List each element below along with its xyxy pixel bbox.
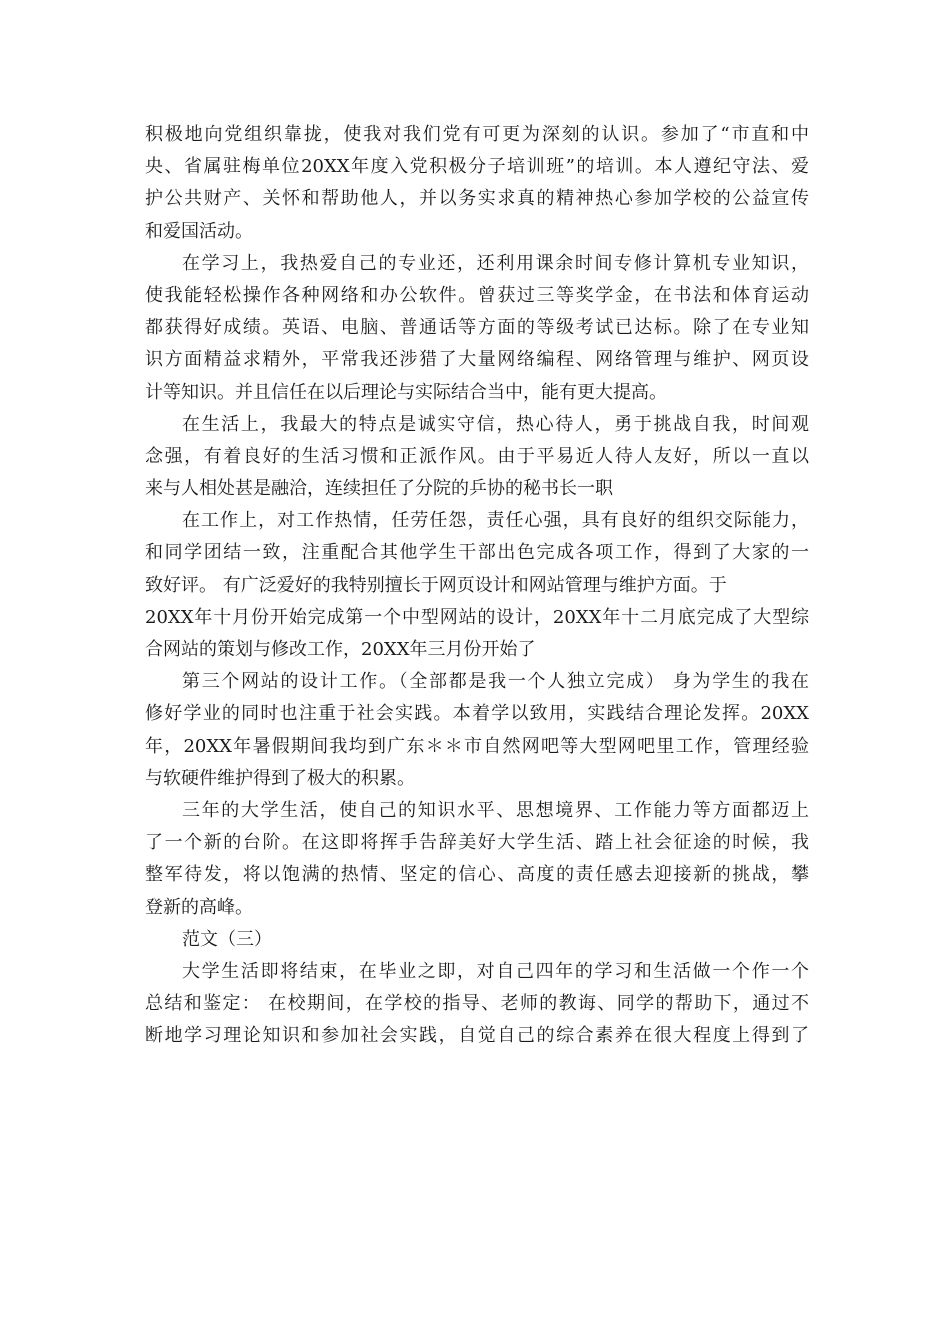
document-body — [145, 119, 809, 1052]
text-line: 三年的大学生活，使自己的知识水平、思想境界、工作能力等方面都迈上 — [182, 799, 809, 821]
text-line: 来与人相处甚是融洽，连续担任了分院的乒协的秘书长一职 — [145, 478, 613, 500]
text-line: 在学习上，我热爱自己的专业还，还利用课余时间专修计算机专业知识， — [182, 252, 809, 274]
text-line: 念强，有着良好的生活习惯和正派作风。由于平易近人待人友好，所以一直以 — [145, 445, 809, 467]
text-line: 了一个新的台阶。在这即将挥手告辞美好大学生活、踏上社会征途的时候，我 — [145, 832, 809, 854]
text-line: 识方面精益求精外，平常我还涉猎了大量网络编程、网络管理与维护、网页设 — [145, 349, 809, 371]
text-line: 第三个网站的设计工作。（全部都是我一个人独立完成） 身为学生的我在 — [182, 671, 809, 693]
text-line: 计等知识。并且信任在以后理论与实际结合当中，能有更大提高。 — [145, 381, 667, 403]
text-line: 使我能轻松操作各种网络和办公软件。曾获过三等奖学金，在书法和体育运动 — [145, 284, 809, 306]
text-line: 护公共财产、关怀和帮助他人，并以务实求真的精神热心参加学校的公益宣传 — [145, 188, 809, 210]
text-line: 积极地向党组织靠拢，使我对我们党有可更为深刻的认识。参加了“市直和中 — [145, 124, 809, 145]
text-line: 20XX年十月份开始完成第一个中型网站的设计，20XX年十二月底完成了大型综 — [145, 606, 809, 628]
text-line: 整军待发，将以饱满的热情、坚定的信心、高度的责任感去迎接新的挑战，攀 — [145, 864, 809, 886]
text-line: 与软硬件维护得到了极大的积累。 — [145, 767, 415, 789]
text-line: 修好学业的同时也注重于社会实践。本着学以致用，实践结合理论发挥。20XX — [145, 703, 809, 725]
text-line: 年，20XX年暑假期间我均到广东＊＊市自然网吧等大型网吧里工作，管理经验 — [145, 735, 809, 757]
text-line: 总结和鉴定： 在校期间，在学校的指导、老师的教诲、同学的帮助下，通过不 — [145, 993, 809, 1015]
text-line: 央、省属驻梅单位20XX年度入党积极分子培训班”的培训。本人遵纪守法、爱 — [145, 156, 809, 178]
text-line: 范文（三） — [182, 928, 272, 950]
text-line: 大学生活即将结束，在毕业之即，对自己四年的学习和生活做一个作一个 — [182, 960, 809, 982]
text-line: 登新的高峰。 — [145, 896, 253, 918]
text-line: 都获得好成绩。英语、电脑、普通话等方面的等级考试已达标。除了在专业知 — [145, 317, 809, 339]
text-line: 和同学团结一致，注重配合其他学生干部出色完成各项工作，得到了大家的一 — [145, 542, 809, 564]
text-line: 在工作上，对工作热情，任劳任怨，责任心强，具有良好的组织交际能力， — [182, 510, 809, 532]
text-line: 在生活上，我最大的特点是诚实守信，热心待人，勇于挑战自我，时间观 — [182, 413, 809, 435]
text-line: 和爱国活动。 — [145, 220, 253, 242]
text-line: 断地学习理论知识和参加社会实践，自觉自己的综合素养在很大程度上得到了 — [145, 1025, 809, 1047]
text-line: 致好评。 有广泛爱好的我特别擅长于网页设计和网站管理与维护方面。于 — [145, 574, 727, 596]
text-line: 合网站的策划与修改工作，20XX年三月份开始了 — [145, 639, 536, 660]
